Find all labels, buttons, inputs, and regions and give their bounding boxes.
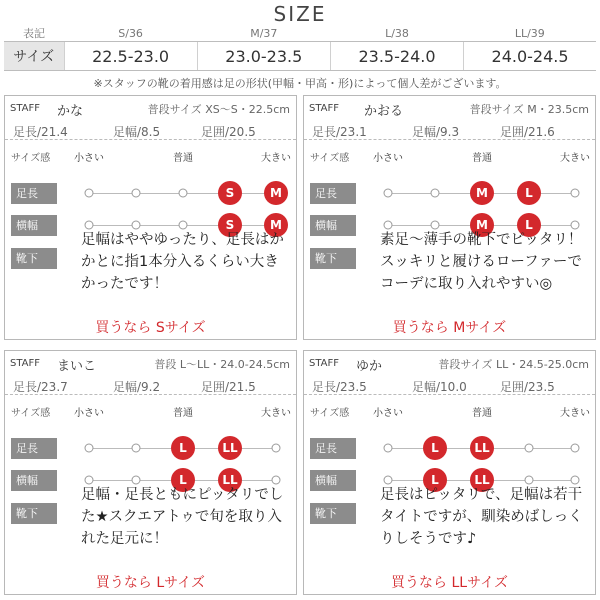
shoe-row-label: 靴下 (11, 248, 57, 269)
foot-length: 足長/23.7 (13, 380, 68, 394)
width-row-label: 横幅 (11, 470, 57, 491)
scale-small-label: 小さい (373, 408, 403, 419)
size-code-l: L/38 (385, 26, 409, 40)
width-size-marker: M (264, 213, 288, 237)
usual-size: 普段サイズ M・23.5cm (469, 103, 589, 116)
length-row-label: 足長 (11, 183, 57, 204)
size-table (4, 25, 596, 71)
foot-measurements (304, 375, 595, 395)
scale-small-label: 小さい (74, 408, 104, 419)
foot-measurements (5, 120, 296, 140)
scale-dot (179, 189, 188, 198)
width-row-label: 横幅 (310, 470, 356, 491)
staff-card (4, 350, 297, 595)
size-range-s: 22.5-23.0 (64, 42, 197, 71)
recommended-size: 買うなら LLサイズ (391, 575, 508, 591)
size-feel-label: サイズ感 (310, 153, 350, 164)
staff-card (303, 350, 596, 595)
size-feel-label: サイズ感 (11, 153, 51, 164)
length-size-marker: L (423, 436, 447, 460)
width-row-label: 横幅 (310, 215, 356, 236)
size-table-value-row (4, 42, 596, 71)
scale-dot (85, 189, 94, 198)
size-range-ll: 24.0-24.5 (464, 42, 596, 71)
scale-normal-label: 普通 (472, 153, 492, 164)
staff-comment: 足長はピッタリで、足幅は若干タイトですが、馴染めばしっくりしそうです♪ (380, 487, 583, 547)
size-feel-label: サイズ感 (11, 408, 51, 419)
shoe-row-label: 靴下 (11, 503, 57, 524)
scale-dot (571, 444, 580, 453)
size-code-m: M/37 (250, 26, 278, 40)
staff-label: STAFF (10, 103, 41, 114)
scale-dot (571, 189, 580, 198)
length-size-marker: L (517, 181, 541, 205)
usual-size: 普段サイズ LL・24.5-25.0cm (438, 358, 589, 371)
staff-name: かおる (364, 104, 404, 119)
recommended-size: 買うなら Lサイズ (95, 575, 206, 591)
scale-dot (525, 444, 534, 453)
width-size-marker: L (423, 468, 447, 492)
shoe-row-label: 靴下 (310, 503, 356, 524)
scale-dot (85, 444, 94, 453)
fit-disclaimer-note: ※スタッフの靴の着用感は足の形状(甲幅・甲高・形)によって個人差がございます。 (93, 77, 507, 90)
staff-name: まいこ (57, 359, 97, 374)
usual-size: 普段サイズ XS〜S・22.5cm (147, 103, 290, 116)
staff-card (4, 95, 297, 340)
foot-girth: 足囲/23.5 (500, 380, 555, 394)
page-title: SIZE (273, 2, 327, 26)
staff-header (304, 96, 595, 120)
foot-measurements (304, 120, 595, 140)
foot-width: 足幅/9.3 (412, 125, 460, 139)
staff-header (5, 351, 296, 375)
width-size-marker: L (171, 468, 195, 492)
staff-name: かな (57, 104, 84, 119)
staff-comment: 足幅・足長ともにピッタリでした★スクエアトゥで旬を取り入れた足元に！ (81, 487, 284, 547)
staff-header (304, 351, 595, 375)
size-range-m: 23.0-23.5 (197, 42, 330, 71)
scale-small-label: 小さい (74, 153, 104, 164)
scale-dot (272, 444, 281, 453)
width-size-marker: M (470, 213, 494, 237)
staff-card (303, 95, 596, 340)
recommended-size: 買うなら Mサイズ (392, 320, 507, 336)
scale-dot (132, 189, 141, 198)
scale-dot (384, 189, 393, 198)
length-row-label: 足長 (310, 183, 356, 204)
size-row-label: サイズ (4, 42, 64, 71)
scale-normal-label: 普通 (472, 408, 492, 419)
size-code-s: S/36 (118, 26, 143, 40)
length-size-marker: S (218, 181, 242, 205)
length-row-label: 足長 (310, 438, 356, 459)
foot-length: 足長/23.5 (312, 380, 367, 394)
length-size-marker: M (264, 181, 288, 205)
width-size-marker: LL (470, 468, 494, 492)
foot-measurements (5, 375, 296, 395)
recommended-size: 買うなら Sサイズ (95, 320, 206, 336)
size-table-header-label: 表記 (23, 27, 45, 40)
foot-length: 足長/21.4 (13, 125, 68, 139)
staff-header (5, 96, 296, 120)
foot-girth: 足囲/21.5 (201, 380, 256, 394)
foot-width: 足幅/10.0 (412, 380, 467, 394)
scale-dot (384, 444, 393, 453)
scale-big-label: 大きい (261, 153, 291, 164)
staff-comment: 足幅はややゆったり、足長はかかとに指1本分入るくらい大きかったです！ (81, 232, 284, 292)
scale-dot (132, 444, 141, 453)
scale-dot (431, 189, 440, 198)
staff-label: STAFF (10, 358, 41, 369)
size-code-ll: LL/39 (514, 26, 545, 40)
length-size-marker: L (171, 436, 195, 460)
size-range-l: 23.5-24.0 (330, 42, 463, 71)
length-size-marker: LL (218, 436, 242, 460)
scale-big-label: 大きい (560, 408, 590, 419)
foot-width: 足幅/9.2 (113, 380, 161, 394)
usual-size: 普段 L〜LL・24.0-24.5cm (154, 358, 290, 371)
width-size-marker: L (517, 213, 541, 237)
foot-girth: 足囲/20.5 (201, 125, 256, 139)
staff-label: STAFF (309, 103, 340, 114)
shoe-row-label: 靴下 (310, 248, 356, 269)
foot-width: 足幅/8.5 (113, 125, 161, 139)
foot-girth: 足囲/21.6 (500, 125, 555, 139)
scale-big-label: 大きい (560, 153, 590, 164)
scale-normal-label: 普通 (173, 408, 193, 419)
foot-length: 足長/23.1 (312, 125, 367, 139)
scale-big-label: 大きい (261, 408, 291, 419)
width-size-marker: LL (218, 468, 242, 492)
staff-name: ゆか (356, 359, 383, 374)
scale-small-label: 小さい (373, 153, 403, 164)
length-size-marker: M (470, 181, 494, 205)
size-feel-label: サイズ感 (310, 408, 350, 419)
length-row-label: 足長 (11, 438, 57, 459)
scale-normal-label: 普通 (173, 153, 193, 164)
staff-label: STAFF (309, 358, 340, 369)
size-table-header-row (4, 25, 596, 42)
width-row-label: 横幅 (11, 215, 57, 236)
staff-comment: 素足〜薄手の靴下でピッタリ！スッキリと履けるローファーでコーデに取り入れやすい◎ (380, 232, 583, 292)
length-size-marker: LL (470, 436, 494, 460)
width-size-marker: S (218, 213, 242, 237)
